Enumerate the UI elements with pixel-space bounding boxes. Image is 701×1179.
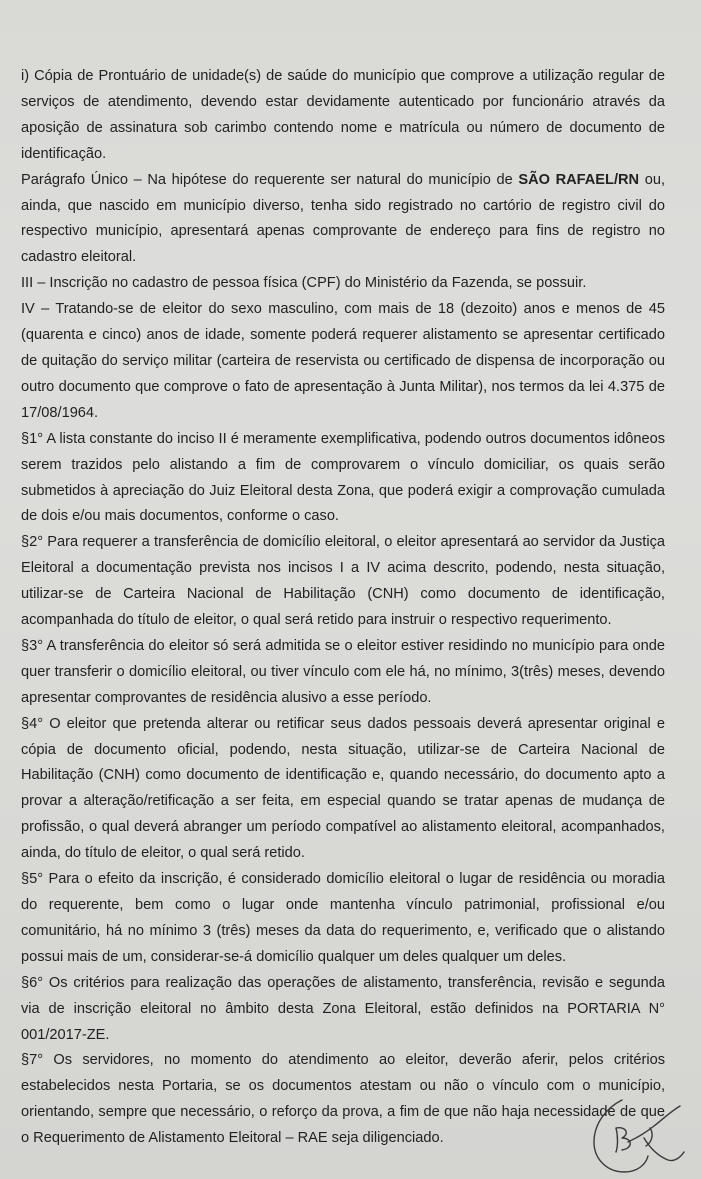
signature-strokes (594, 1100, 684, 1172)
paragrafo-unico-text-end: ou, ainda, que nascido em município diverso, tenha sido registrado no cartório de registro civil do respectivo município, apresentará apenas comprovante de endereço para fins de registro no cadastro eleitoral. (21, 171, 665, 266)
item-iii-paragraph: III – Inscrição no cadastro de pessoa física (CPF) do Ministério da Fazenda, se possuir. (21, 275, 587, 292)
paragraph-1: §1° A lista constante do inciso II é meramente exemplificativa, podendo outros documentos idôneos serem trazidos pelo alistando a fim de comprovarem o vínculo domiciliar, os quais serão submetidos à apreciação do Juiz Eleitoral desta Zona, que poderá exigir a comprovação cumulada de dois e/ou mais documentos, conforme o caso. (21, 430, 665, 525)
paragraph-7: §7° Os servidores, no momento do atendimento ao eleitor, deverão aferir, pelos critérios estabelecidos nesta Portaria, se os documentos atestam ou não o vínculo com o município, orientando, sempre que necessário, o reforço da prova, a fim de que não haja necessidade de que o Requerimento de Alistamento Eleitoral – RAE seja diligenciado. (21, 1052, 665, 1147)
document-body (21, 64, 665, 1152)
paragrafo-unico-text-start: Parágrafo Único – Na hipótese do requerente ser natural do município de (21, 171, 519, 188)
item-iv-paragraph: IV – Tratando-se de eleitor do sexo masculino, com mais de 18 (dezoito) anos e menos de 45 (quarenta e cinco) anos de idade, somente poderá requerer alistamento se apresentar certificado de quitação do serviço militar (carteira de reservista ou certificado de dispensa de incorporação ou outro documento que comprove o fato de apresentação à Junta Militar), nos termos da lei 4.375 de 17/08/1964. (21, 301, 665, 421)
paragraph-5: §5° Para o efeito da inscrição, é considerado domicílio eleitoral o lugar de residência ou moradia do requerente, bem como o lugar onde mantenha vínculo patrimonial, profissional e/ou comunitário, há no mínimo 3 (três) meses da data do requerimento, e, verificado que o alistando possui mais de um, considerar-se-á domicílio qualquer um deles qualquer um deles. (21, 871, 665, 965)
handwritten-signature (588, 1098, 688, 1176)
paragraph-3: §3° A transferência do eleitor só será admitida se o eleitor estiver residindo no município para onde quer transferir o domicílio eleitoral, ou tiver vínculo com ele há, no mínimo, 3(três) meses, devendo apresentar comprovantes de residência alusivo a esse período. (21, 637, 665, 706)
paragraph-4: §4° O eleitor que pretenda alterar ou retificar seus dados pessoais deverá apresentar original e cópia de documento oficial, podendo, nesta situação, utilizar-se de Carteira Nacional de Habilitação (CNH) como documento de identificação e, quando necessário, do documento apto a provar a alteração/retificação a ser feita, em especial quando se tratar apenas de mudança de profissão, o qual deverá abranger um período compatível ao alistamento eleitoral, acompanhados, ainda, do título de eleitor, o qual será retido. (21, 715, 665, 862)
paragraph-6: §6° Os critérios para realização das operações de alistamento, transferência, revisão e segunda via de inscrição eleitoral no âmbito desta Zona Eleitoral, estão definidos na PORTARIA N° 001/2017-ZE. (21, 974, 665, 1043)
item-i-paragraph: i) Cópia de Prontuário de unidade(s) de saúde do município que comprove a utilização regular de serviços de atendimento, devendo estar devidamente autenticado por funcionário através da aposição de assinatura sob carimbo contendo nome e matrícula ou número de documento de identificação. (21, 68, 665, 162)
paragraph-2: §2° Para requerer a transferência de domicílio eleitoral, o eleitor apresentará ao servidor da Justiça Eleitoral a documentação prevista nos incisos I a IV acima descrito, podendo, nesta situação, utilizar-se de Carteira Nacional de Habilitação (CNH) como documento de identificação, acompanhada do título de eleitor, o qual será retido para instruir o respectivo requerimento. (21, 534, 665, 629)
paragrafo-unico-paragraph (21, 168, 665, 272)
municipality-name: SÃO RAFAEL/RN (518, 171, 640, 188)
